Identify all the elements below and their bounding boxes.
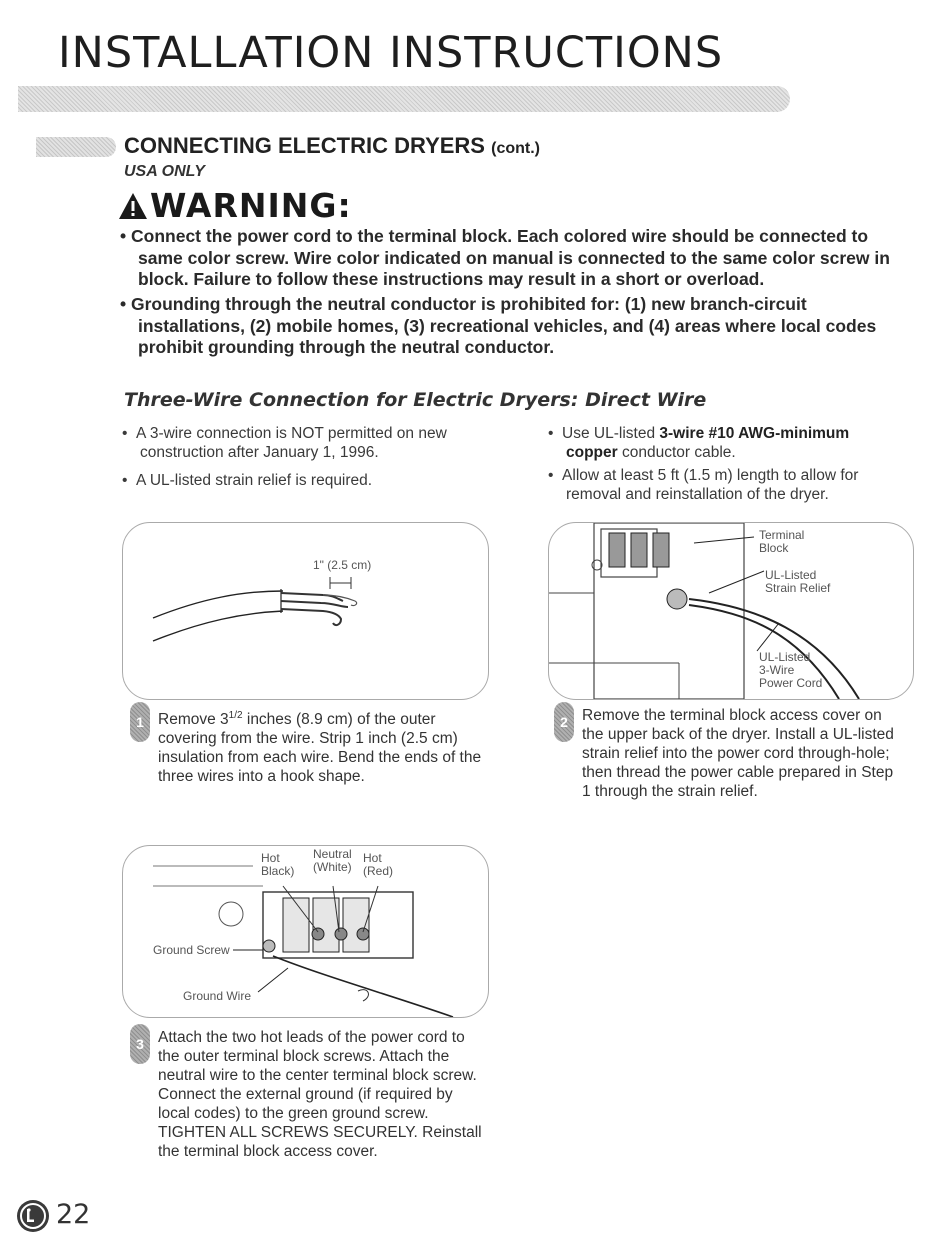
label-line: Power Cord — [759, 676, 823, 690]
step-1-fraction: 1/2 — [228, 710, 243, 721]
strain-relief-label — [765, 569, 830, 595]
note-text-bold: 3-wire #10 AWG-minimum copper — [566, 425, 850, 461]
hot-red-label — [363, 852, 393, 878]
label-line: Neutral — [313, 847, 352, 861]
label-line: (Red) — [363, 864, 394, 878]
page-number: 22 — [56, 1199, 91, 1230]
measure-label: 1" (2.5 cm) — [313, 558, 372, 572]
warning-item-text: Connect the power cord to the terminal block. Each colored wire should be connected to same color screw. Wire color indicated on manual is connected to the same color screw in block. Failure to follow these instructions may result in a short or overload. — [131, 226, 890, 289]
note-text: A UL-listed strain relief is required. — [136, 472, 373, 489]
label-line: Hot — [363, 851, 382, 865]
section-heading-suffix: (cont.) — [491, 140, 540, 157]
step-2-illustration — [548, 522, 914, 700]
step-1-text-part: Remove 3 — [158, 711, 229, 729]
section-heading — [124, 133, 540, 159]
terminal-block-drawing — [549, 523, 913, 699]
step-1-text-part: inches (8.9 cm) of the outer covering from the wire. Strip 1 inch (2.5 cm) insulation from each wire. Bend the ends of the three wires into a hook shape. — [158, 711, 482, 786]
step-2-text: Remove the terminal block access cover on the upper back of the dryer. Install a UL-listed strain relief into the power cord through-hole; then thread the power cable prepared in Step 1 through the strain relief. — [582, 707, 894, 800]
step-1-illustration — [122, 522, 489, 700]
neutral-label — [313, 848, 352, 874]
wiring-connection-drawing — [123, 846, 488, 1017]
label-line: Block — [759, 541, 789, 555]
hot-black-label — [261, 852, 294, 878]
warning-item: • Grounding through the neutral conductor is prohibited for: (1) new branch-circuit installations, (2) mobile homes, (3) recreational vehicles, and (4) areas where local codes prohibit grounding through the neutral conductor. — [120, 294, 877, 357]
note-item: • A 3-wire connection is NOT permitted on new construction after January 1, 1996. — [122, 425, 447, 461]
note-text: Allow at least 5 ft (1.5 m) length to allow for removal and reinstallation of the dryer. — [562, 467, 859, 503]
note-text: conductor cable. — [617, 444, 736, 461]
warning-item-text: Grounding through the neutral conductor is prohibited for: (1) new branch-circuit installations, (2) mobile homes, (3) recreational vehicles, and (4) areas where local codes prohibit grounding through the neutral conductor. — [131, 294, 877, 357]
power-cord-label — [759, 651, 822, 690]
note-item: • A UL-listed strain relief is required. — [122, 472, 373, 489]
label-line: Strain Relief — [765, 581, 831, 595]
warning-title-text: WARNING: — [150, 186, 352, 225]
terminal-block-label — [759, 529, 804, 555]
step-3-text: Attach the two hot leads of the power cord to the outer terminal block screws. Attach the neutral wire to the center terminal block screw. Connect the external ground (if required by local codes) to the green ground screw. TIGHTEN ALL SCREWS SECURELY. Reinstall the terminal block access cover. — [158, 1029, 482, 1160]
label-line: Black) — [261, 864, 295, 878]
note-item: • Use UL-listed 3-wire #10 AWG-minimum copper conductor cable. — [548, 425, 850, 461]
note-text: Use UL-listed — [562, 425, 660, 442]
note-item: • Allow at least 5 ft (1.5 m) length to allow for removal and reinstallation of the dryer. — [548, 467, 859, 503]
section-heading-text: CONNECTING ELECTRIC DRYERS — [124, 133, 485, 158]
ground-wire-label: Ground Wire — [183, 989, 252, 1003]
step-1-text — [158, 706, 488, 786]
note-text: A 3-wire connection is NOT permitted on new construction after January 1, 1996. — [136, 425, 447, 461]
label-line: Terminal — [759, 528, 805, 542]
warning-item: • Connect the power cord to the terminal block. Each colored wire should be connected to same color screw. Wire color indicated on manual is connected to the same color screw in block. Failure to follow these instructions may result in a short or overload. — [120, 226, 890, 289]
step-3-badge: 3 — [130, 1024, 150, 1064]
label-line: 3-Wire — [759, 663, 795, 677]
page-title: INSTALLATION INSTRUCTIONS — [58, 28, 724, 78]
label-line: Hot — [261, 851, 280, 865]
label-line: UL-Listed — [765, 568, 817, 582]
step-3-illustration — [122, 845, 489, 1018]
stripped-cord-drawing — [123, 523, 488, 699]
label-line: UL-Listed — [759, 650, 811, 664]
title-underline-bar — [18, 86, 790, 112]
step-2-badge: 2 — [554, 702, 574, 742]
warning-title — [118, 186, 352, 225]
ground-screw-label: Ground Screw — [153, 943, 230, 957]
section-marker-tab — [36, 137, 116, 157]
subsection-title: Three-Wire Connection for Electric Dryers: Direct Wire — [124, 389, 707, 411]
lg-logo-icon — [16, 1199, 50, 1233]
region-note: USA ONLY — [124, 163, 205, 180]
warning-triangle-icon — [118, 192, 148, 220]
label-line: (White) — [313, 860, 352, 874]
step-1-badge: 1 — [130, 702, 150, 742]
